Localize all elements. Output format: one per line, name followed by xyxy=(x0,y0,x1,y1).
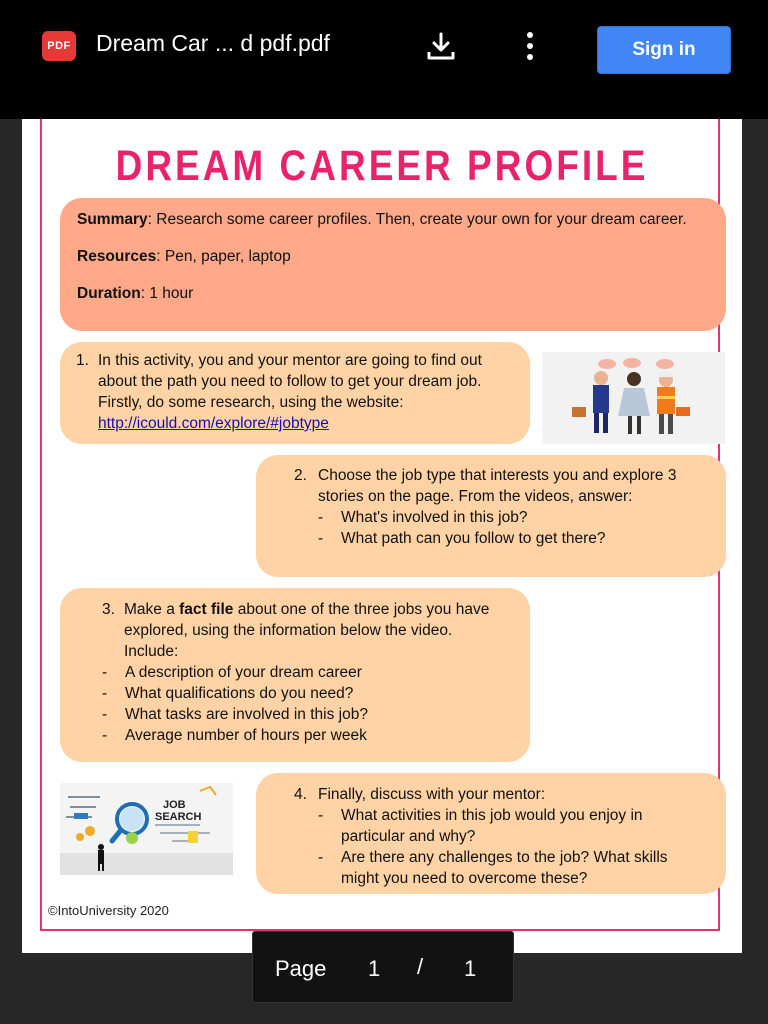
step-3-text-before: Make a xyxy=(124,601,180,618)
step-3-text xyxy=(102,599,510,662)
resources-text: : Pen, paper, laptop xyxy=(156,248,291,265)
duration-text: : 1 hour xyxy=(140,285,194,302)
download-icon[interactable] xyxy=(424,30,458,64)
duration-line xyxy=(77,283,709,304)
duration-label: Duration xyxy=(77,285,141,302)
resources-label: Resources xyxy=(77,248,157,265)
pdf-viewer[interactable] xyxy=(0,119,768,1024)
list-item: - Average number of hours per week xyxy=(102,725,510,746)
step-4-list xyxy=(294,805,706,889)
summary-line xyxy=(77,209,709,230)
search-word: SEARCH xyxy=(155,811,202,823)
step-1-text xyxy=(98,350,510,434)
summary-box xyxy=(60,198,726,331)
current-page: 1 xyxy=(368,956,381,981)
step-1-box xyxy=(60,342,530,444)
page-indicator xyxy=(252,931,514,1003)
step-number: 4. xyxy=(294,786,307,803)
list-item: - What path can you follow to get there? xyxy=(318,528,706,549)
copyright-footer: ©IntoUniversity 2020 xyxy=(48,903,169,918)
list-item: - What's involved in this job? xyxy=(318,507,706,528)
list-item: - A description of your dream career xyxy=(102,662,510,683)
list-item: - Are there any challenges to the job? What skills might you need to overcome these? xyxy=(318,847,706,889)
resources-line xyxy=(77,246,709,267)
step-number: 1. xyxy=(76,352,89,369)
page-separator: / xyxy=(417,954,424,979)
step-3-box xyxy=(60,588,530,762)
step-number: 2. xyxy=(294,467,307,484)
step-4-text: Finally, discuss with your mentor: xyxy=(318,786,546,803)
fact-file-bold: fact file xyxy=(179,601,234,618)
summary-text: : Research some career profiles. Then, create your own for your dream career. xyxy=(147,211,687,228)
job-search-illustration xyxy=(60,783,233,875)
step-1-body: In this activity, you and your mentor are going to find out about the path you need to follow to get your dream job. Firstly, do some research, using the website: xyxy=(98,352,482,411)
pdf-file-icon: PDF xyxy=(42,31,76,61)
summary-label: Summary xyxy=(77,211,148,228)
job-word: JOB xyxy=(163,799,186,811)
sign-in-button[interactable]: Sign in xyxy=(597,26,731,74)
step-2-text: Choose the job type that interests you and explore 3 stories on the page. From the videos, answer: xyxy=(318,467,677,505)
step-3-text-after: about one of the three jobs you have explored, using the information below the video. Include: xyxy=(124,601,490,660)
workers-illustration xyxy=(542,352,725,444)
step-4-box xyxy=(256,773,726,894)
total-pages: 1 xyxy=(464,956,477,981)
top-bar xyxy=(0,0,768,119)
step-3-list xyxy=(102,662,510,746)
step-2-list xyxy=(294,507,706,549)
more-vertical-icon[interactable] xyxy=(518,30,542,64)
document-title: DREAM CAREER PROFILE xyxy=(115,141,649,189)
page-label: Page xyxy=(275,956,327,981)
list-item: - What tasks are involved in this job? xyxy=(102,704,510,725)
step-number: 3. xyxy=(102,601,115,618)
step-2-box xyxy=(256,455,726,577)
icould-link[interactable]: http://icould.com/explore/#jobtype xyxy=(98,415,329,432)
list-item: - What qualifications do you need? xyxy=(102,683,510,704)
pdf-page xyxy=(22,119,742,953)
file-title: Dream Car ... d pdf.pdf xyxy=(96,30,330,56)
list-item: - What activities in this job would you enjoy in particular and why? xyxy=(318,805,706,847)
